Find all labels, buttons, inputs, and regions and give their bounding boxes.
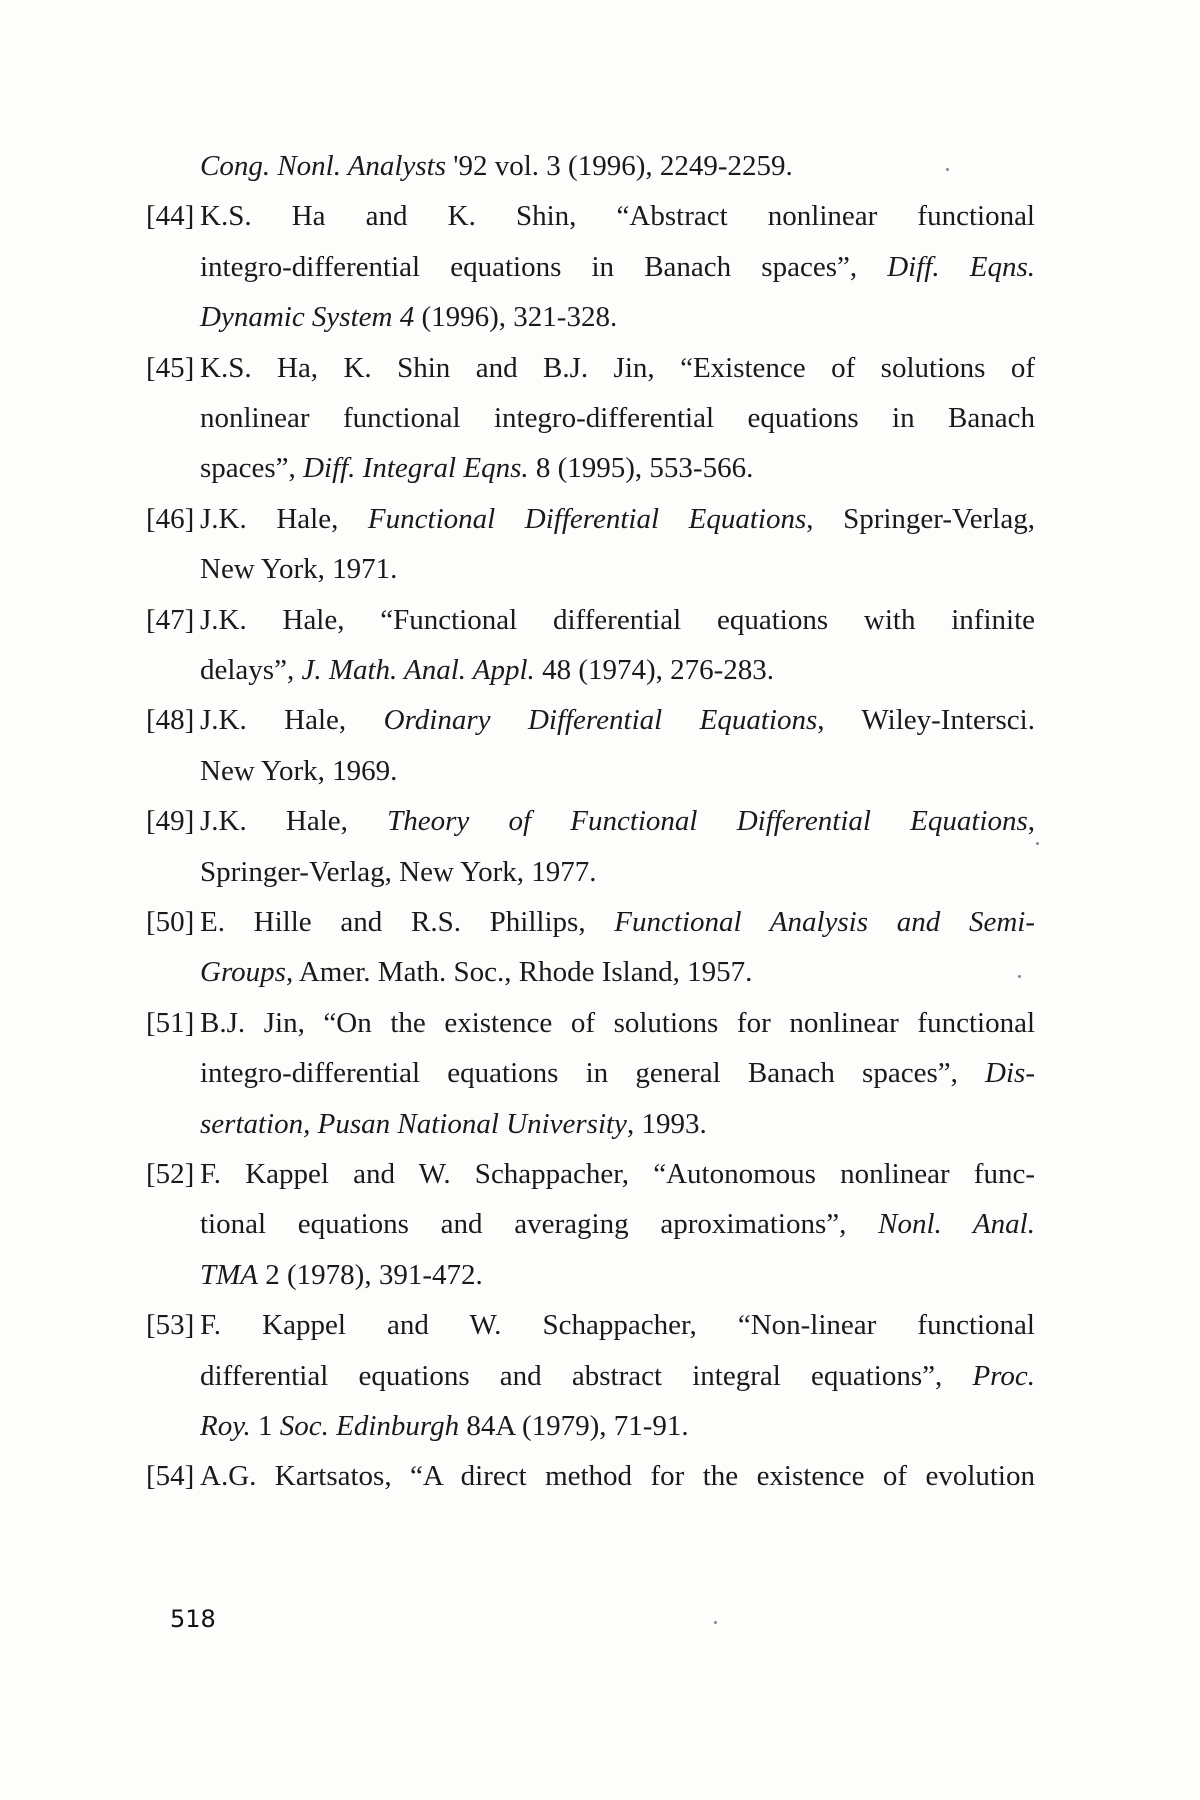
text: E. Hille and R.S. Phillips,: [200, 906, 615, 938]
reference-label: [50]: [146, 906, 195, 938]
italic-text: Dis-: [985, 1057, 1035, 1090]
italic-text: Cong. Nonl. Analysts: [200, 150, 446, 182]
text: New York, 1971.: [200, 553, 398, 586]
reference-text-line: [200, 751, 1035, 791]
reference-text-line: [200, 348, 1035, 388]
italic-text: Nonl. Anal.: [878, 1208, 1035, 1241]
text: tional equations and averaging aproximations”,: [200, 1208, 879, 1241]
text: K.S. Ha, K. Shin and B.J. Jin, “Existence of solutions of: [200, 351, 1035, 384]
text: B.J. Jin, “On the existence of solutions for nonlinear functional: [200, 1006, 1035, 1039]
reference-label: [52]: [146, 1158, 195, 1190]
text: integro-differential equations in general Banach spaces”,: [200, 1057, 986, 1090]
reference-label: [53]: [146, 1309, 195, 1342]
text: delays”,: [200, 654, 302, 686]
reference-text-line: [200, 600, 1035, 640]
scan-speck: [1018, 975, 1021, 978]
scan-speck: [946, 168, 949, 171]
reference-text-line: [200, 247, 1035, 287]
reference-label: [46]: [146, 502, 195, 535]
italic-text: Functional Differential Equations: [367, 502, 807, 535]
italic-text: Ordinary Differential Equations: [383, 704, 818, 737]
italic-text: Soc. Edinburgh: [279, 1410, 460, 1442]
reference-text-line: [200, 448, 1035, 488]
reference-text-line: [200, 1053, 1035, 1093]
reference-label: [54]: [146, 1460, 195, 1493]
text: 48 (1974), 276-283.: [534, 654, 775, 686]
reference-text-line: [200, 1406, 1035, 1446]
italic-text: TMA: [200, 1258, 258, 1291]
text: 2 (1978), 391-472.: [258, 1258, 483, 1291]
italic-text: Dynamic System 4: [200, 301, 415, 334]
reference-label: [48]: [146, 704, 195, 737]
reference-text-line: [200, 549, 1035, 589]
text: J.K. Hale,: [200, 704, 384, 737]
reference-text-line: [200, 1356, 1035, 1396]
text: (1996), 321-328.: [414, 301, 618, 334]
text: , Springer-Verlag,: [806, 502, 1035, 535]
text: differential equations and abstract integral equations”,: [200, 1359, 973, 1392]
reference-label: [45]: [146, 351, 195, 384]
text: 1: [258, 1410, 280, 1442]
italic-text: Roy.: [200, 1410, 258, 1442]
reference-text-line: [200, 1154, 1035, 1194]
text: A.G. Kartsatos, “A direct method for the existence of evolution: [200, 1460, 1035, 1493]
text: spaces”,: [200, 452, 304, 485]
text: integro-differential equations in Banach spaces”,: [200, 250, 888, 283]
text: '92 vol. 3 (1996), 2249-2259.: [446, 150, 793, 182]
reference-text-line: [200, 297, 1035, 337]
text: , Amer. Math. Soc., Rhode Island, 1957.: [285, 956, 753, 989]
italic-text: Functional Analysis and Semi-: [614, 906, 1035, 938]
italic-text: Diff. Eqns.: [887, 250, 1035, 283]
reference-text-line: [200, 650, 1035, 690]
reference-text-line: [200, 902, 1035, 942]
reference-label: [44]: [146, 200, 195, 233]
italic-text: sertation, Pusan National University: [200, 1107, 627, 1140]
text: , 1993.: [626, 1107, 707, 1140]
reference-text-line: [200, 146, 1035, 186]
reference-text-line: [200, 801, 1035, 841]
reference-text-line: [200, 1255, 1035, 1295]
reference-text-line: [200, 1204, 1035, 1244]
reference-text-line: [200, 1456, 1035, 1496]
reference-text-line: [200, 398, 1035, 438]
italic-text: Groups: [200, 956, 286, 989]
text: J.K. Hale,: [200, 502, 368, 535]
text: J.K. Hale,: [200, 805, 388, 838]
reference-text-line: [200, 1003, 1035, 1043]
italic-text: Diff. Integral Eqns.: [303, 452, 529, 485]
text: J.K. Hale, “Functional differential equations with infinite: [200, 603, 1035, 636]
reference-text-line: [200, 700, 1035, 740]
reference-text-line: [200, 196, 1035, 236]
scan-speck: [714, 1621, 717, 1624]
text: F. Kappel and W. Schappacher, “Non-linear functional: [200, 1309, 1035, 1342]
text: New York, 1969.: [200, 754, 398, 787]
italic-text: J. Math. Anal. Appl.: [301, 654, 535, 686]
text: K.S. Ha and K. Shin, “Abstract nonlinear functional: [200, 200, 1035, 233]
italic-text: Theory of Functional Differential Equations: [387, 805, 1028, 838]
text: 8 (1995), 553-566.: [528, 452, 754, 485]
text: ,: [1027, 805, 1035, 838]
text: F. Kappel and W. Schappacher, “Autonomous nonlinear func-: [200, 1158, 1035, 1190]
page-number: 518: [170, 1605, 216, 1633]
scan-speck: [1036, 842, 1039, 845]
reference-label: [47]: [146, 603, 195, 636]
italic-text: Proc.: [972, 1359, 1035, 1392]
reference-text-line: [200, 499, 1035, 539]
reference-text-line: [200, 1104, 1035, 1144]
text: Springer-Verlag, New York, 1977.: [200, 855, 597, 888]
text: 84A (1979), 71-91.: [459, 1410, 689, 1442]
reference-label: [51]: [146, 1006, 195, 1039]
reference-text-line: [200, 952, 1035, 992]
text: , Wiley-Intersci.: [817, 704, 1035, 737]
reference-text-line: [200, 852, 1035, 892]
text: nonlinear functional integro-differential equations in Banach: [200, 402, 1035, 434]
reference-label: [49]: [146, 805, 195, 838]
reference-text-line: [200, 1305, 1035, 1345]
